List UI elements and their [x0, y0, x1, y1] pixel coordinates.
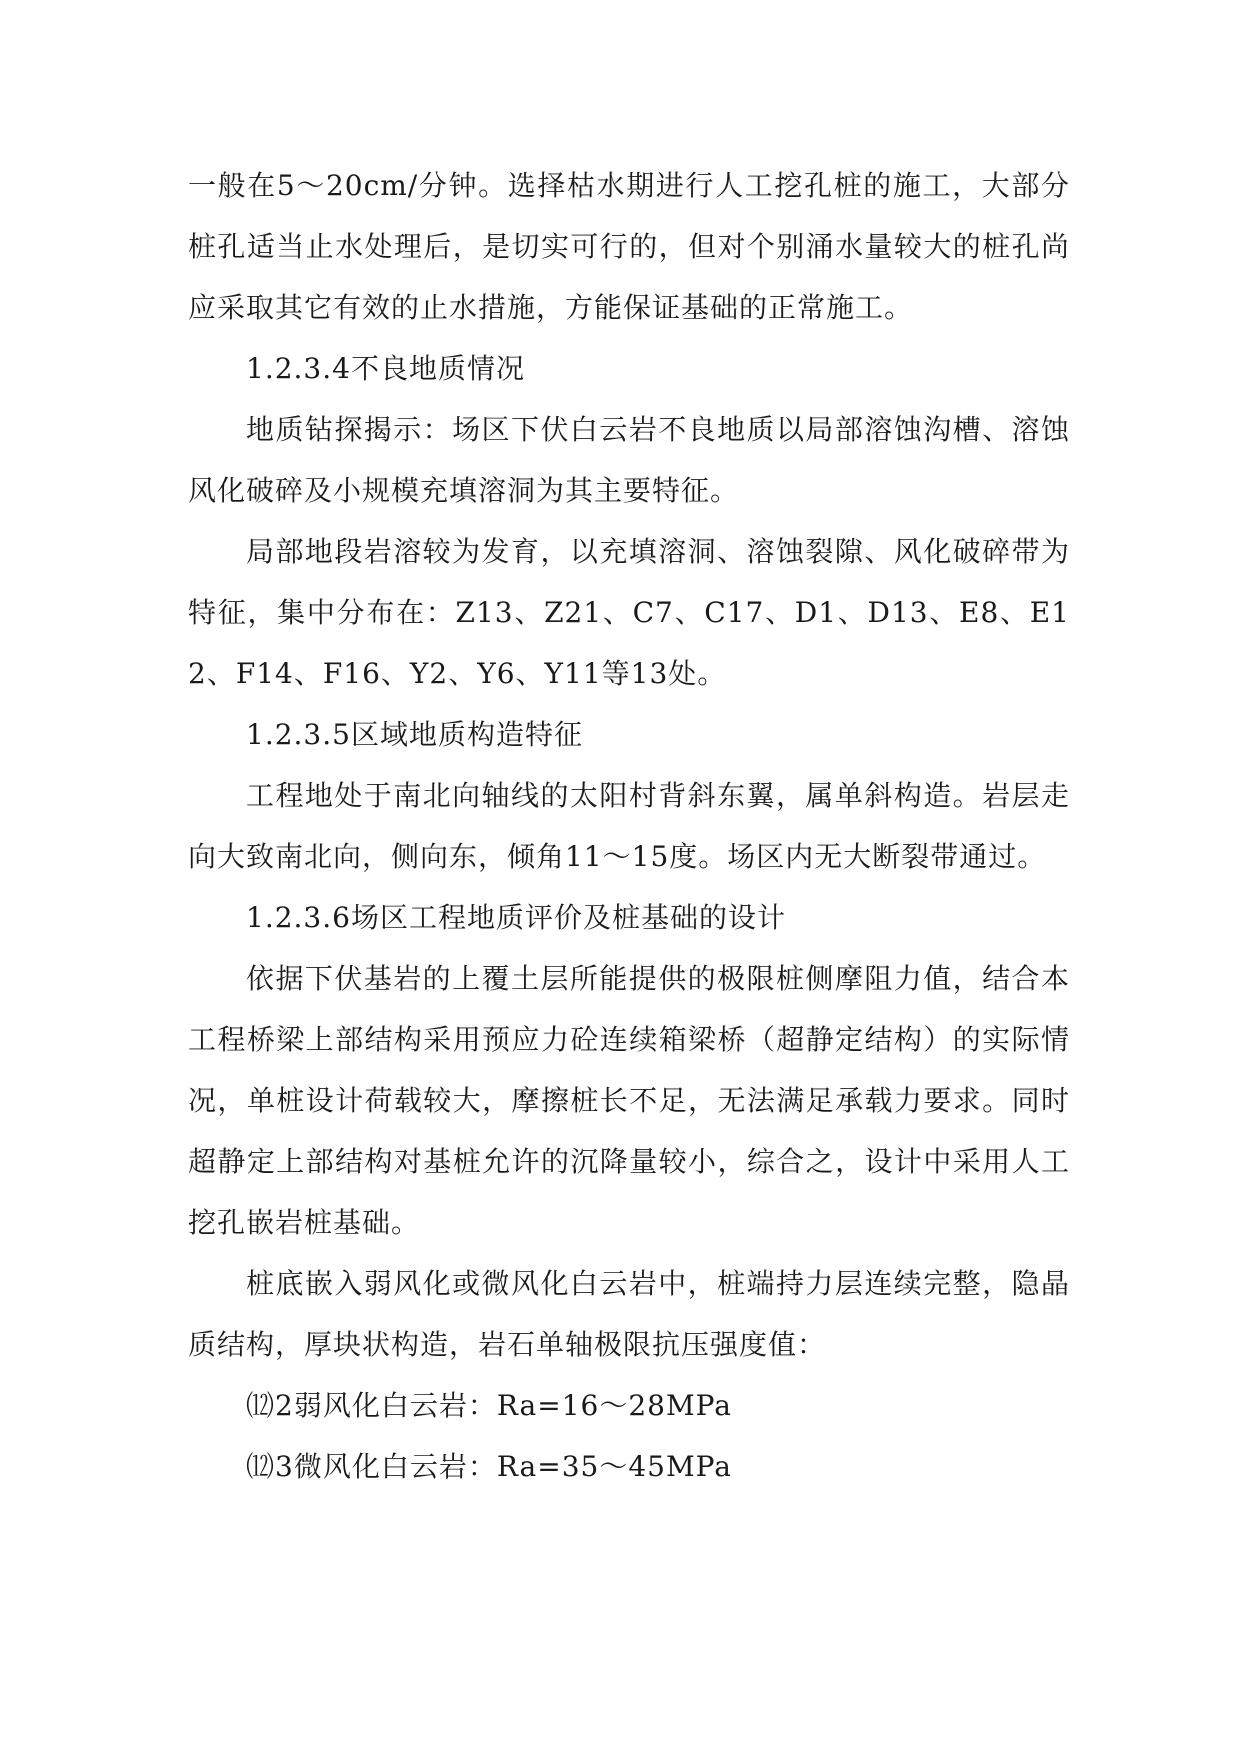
- paragraph-weak-weathered: ⑿2弱风化白云岩：Ra=16～28MPa: [246, 1389, 732, 1422]
- paragraph-bearing-layer: 桩底嵌入弱风化或微风化白云岩中，桩端持力层连续完整，隐晶质结构，厚块状构造，岩石单轴极限抗压强度值：: [188, 1267, 1070, 1361]
- paragraph-slight-weathered: ⑿3微风化白云岩：Ra=35～45MPa: [246, 1450, 732, 1483]
- paragraph-anticline: 工程地处于南北向轴线的太阳村背斜东翼，属单斜构造。岩层走向大致南北向，侧向东，倾角11～15度。场区内无大断裂带通过。: [188, 779, 1070, 873]
- paragraph-karst-distribution: 局部地段岩溶较为发育，以充填溶洞、溶蚀裂隙、风化破碎带为特征，集中分布在：Z13、Z21、C7、C17、D1、D13、E8、E12、F14、F16、Y2、Y6、Y11等13处。: [188, 535, 1070, 690]
- heading-site-evaluation: 1.2.3.6场区工程地质评价及桩基础的设计: [246, 901, 786, 934]
- heading-regional-structure: 1.2.3.5区域地质构造特征: [246, 718, 583, 751]
- paragraph-drilling-findings: 地质钻探揭示：场区下伏白云岩不良地质以局部溶蚀沟槽、溶蚀风化破碎及小规模充填溶洞为其主要特征。: [188, 413, 1070, 507]
- paragraph-pile-design: 依据下伏基岩的上覆土层所能提供的极限桩侧摩阻力值，结合本工程桥梁上部结构采用预应力砼连续箱梁桥（超静定结构）的实际情况，单桩设计荷载较大，摩擦桩长不足，无法满足承载力要求。同时超静定上部结构对基桩允许的沉降量较小，综合之，设计中采用人工挖孔嵌岩桩基础。: [188, 962, 1070, 1239]
- paragraph-water-inflow: 一般在5～20cm/分钟。选择枯水期进行人工挖孔桩的施工，大部分桩孔适当止水处理后，是切实可行的，但对个别涌水量较大的桩孔尚应采取其它有效的止水措施，方能保证基础的正常施工。: [188, 169, 1070, 324]
- document-body: [188, 155, 1070, 1497]
- heading-adverse-geology: 1.2.3.4不良地质情况: [246, 352, 525, 385]
